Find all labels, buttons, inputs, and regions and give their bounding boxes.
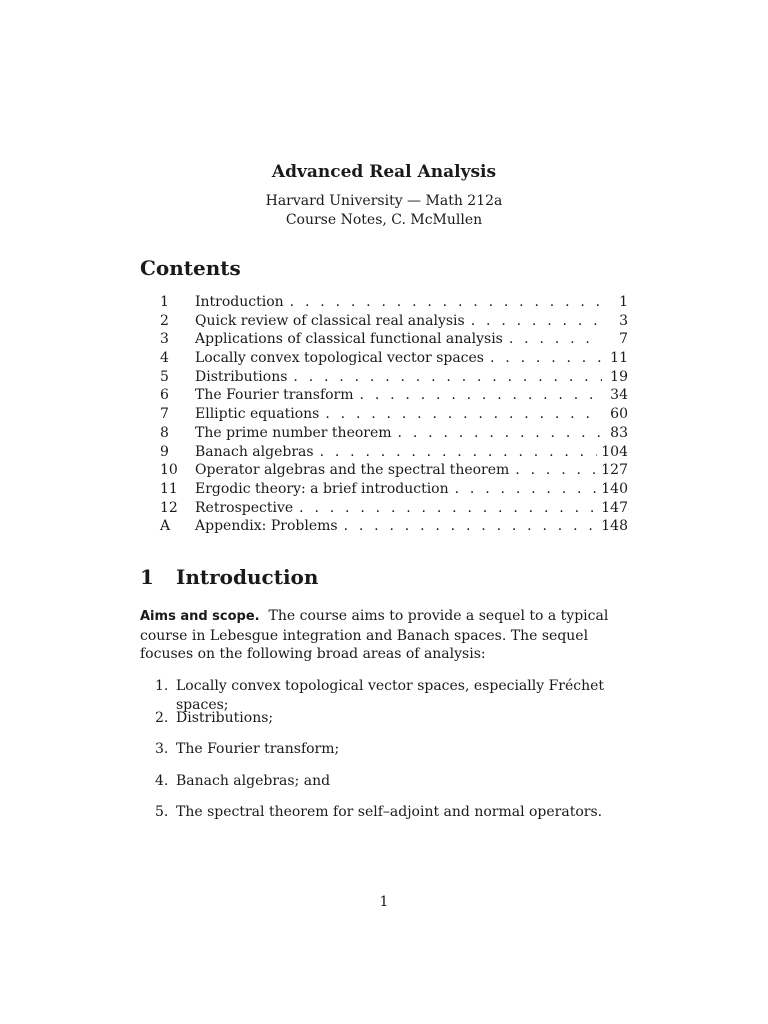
toc-entry-number: 7 [160, 406, 169, 423]
toc-leader-dots [344, 517, 598, 536]
toc-leader-dots [515, 461, 597, 480]
topics-list [155, 677, 625, 835]
toc-entry-page: 11 [610, 350, 628, 367]
toc-entry-number: 10 [160, 462, 178, 479]
list-item [155, 803, 625, 835]
list-item-number: 4. [155, 772, 169, 789]
toc-entry-page: 83 [610, 424, 628, 441]
toc-entry[interactable] [140, 517, 628, 536]
list-item-number: 3. [155, 741, 169, 757]
toc-entry-number: 1 [160, 294, 169, 310]
toc-entry-number: 11 [160, 480, 178, 497]
toc-entry-title: Retrospective [195, 499, 294, 516]
title-block [0, 160, 768, 230]
toc-entry[interactable] [140, 293, 628, 312]
list-item-text: Distributions; [176, 709, 274, 726]
toc-entry-page: 147 [601, 499, 628, 516]
toc-entry[interactable] [140, 424, 628, 443]
toc-entry-number: 12 [160, 499, 178, 516]
list-item [155, 772, 625, 804]
section-title: Introduction [176, 565, 319, 589]
paragraph-lead: Aims and scope. [140, 609, 260, 624]
page-number: 1 [379, 894, 389, 910]
list-item-text: Locally convex topological vector spaces, especially Fréchet spaces; [176, 678, 605, 713]
toc-leader-dots [509, 330, 602, 349]
toc-entry-number: 5 [160, 368, 169, 385]
toc-entry-number: 4 [160, 350, 169, 367]
toc-entry[interactable] [140, 480, 628, 499]
paragraph-text: The course aims to provide a sequel to a typical course in Lebesgue integration and Banach spaces. The sequel focuses on the following broad areas of analysis: [140, 608, 609, 663]
toc-entry-page: 148 [601, 518, 628, 535]
toc-entry-page: 104 [601, 443, 628, 460]
toc-entry-number: 2 [160, 312, 169, 329]
section-number: 1 [140, 565, 154, 589]
toc-entry[interactable] [140, 461, 628, 480]
toc-entry[interactable] [140, 386, 628, 405]
toc-leader-dots [299, 499, 597, 518]
list-item [155, 740, 625, 772]
toc-entry[interactable] [140, 349, 628, 368]
toc-entry-page: 127 [601, 462, 628, 479]
document-title: Advanced Real Analysis [271, 162, 497, 182]
toc-entry-number: 8 [160, 424, 169, 441]
list-item-text: The spectral theorem for self–adjoint and normal operators. [176, 804, 603, 820]
contents-heading: Contents [140, 256, 241, 280]
table-of-contents [140, 293, 628, 536]
toc-entry-title: Quick review of classical real analysis [195, 312, 465, 329]
toc-entry-page: 19 [610, 368, 628, 385]
toc-leader-dots [360, 386, 602, 405]
toc-entry-title: Applications of classical functional analysis [195, 331, 503, 348]
list-item-number: 5. [155, 804, 169, 820]
list-item-number: 2. [155, 709, 169, 726]
toc-entry-title: The prime number theorem [195, 424, 392, 441]
list-item [155, 709, 625, 741]
toc-entry-title: Locally convex topological vector spaces [195, 350, 484, 367]
list-item-number: 1. [155, 678, 169, 694]
list-item-text: Banach algebras; and [176, 772, 331, 789]
toc-entry-page: 140 [601, 480, 628, 497]
toc-leader-dots [293, 368, 602, 387]
toc-entry-title: Introduction [195, 294, 284, 310]
toc-entry[interactable] [140, 405, 628, 424]
toc-entry-number: 3 [160, 331, 169, 348]
toc-entry-page: 1 [619, 294, 628, 310]
list-item [155, 677, 625, 713]
intro-paragraph [140, 607, 630, 664]
toc-entry-title: The Fourier transform [195, 387, 354, 404]
subtitle-author: Course Notes, C. McMullen [285, 212, 483, 228]
toc-entry-page: 34 [610, 387, 628, 404]
toc-leader-dots [290, 293, 602, 312]
toc-entry-title: Operator algebras and the spectral theorem [195, 462, 510, 479]
list-item-text: The Fourier transform; [176, 741, 340, 757]
toc-leader-dots [325, 405, 602, 424]
toc-entry-number: A [160, 518, 171, 535]
toc-entry-title: Distributions [195, 368, 288, 385]
toc-leader-dots [398, 424, 602, 443]
toc-entry-page: 60 [610, 406, 628, 423]
toc-entry-number: 9 [160, 443, 169, 460]
toc-entry-number: 6 [160, 387, 169, 404]
toc-entry[interactable] [140, 330, 628, 349]
toc-entry[interactable] [140, 443, 628, 462]
toc-entry-title: Ergodic theory: a brief introduction [195, 480, 449, 497]
toc-leader-dots [320, 443, 598, 462]
toc-entry[interactable] [140, 368, 628, 387]
toc-entry[interactable] [140, 312, 628, 331]
subtitle-institution: Harvard University — Math 212a [265, 193, 503, 209]
toc-entry[interactable] [140, 499, 628, 518]
toc-entry-page: 3 [619, 312, 628, 329]
toc-leader-dots [471, 312, 602, 331]
toc-leader-dots [455, 480, 598, 499]
toc-leader-dots [490, 349, 602, 368]
toc-entry-title: Elliptic equations [195, 406, 320, 423]
toc-entry-page: 7 [619, 331, 628, 348]
section-heading [140, 563, 318, 591]
toc-entry-title: Appendix: Problems [195, 518, 338, 535]
toc-entry-title: Banach algebras [195, 443, 314, 460]
